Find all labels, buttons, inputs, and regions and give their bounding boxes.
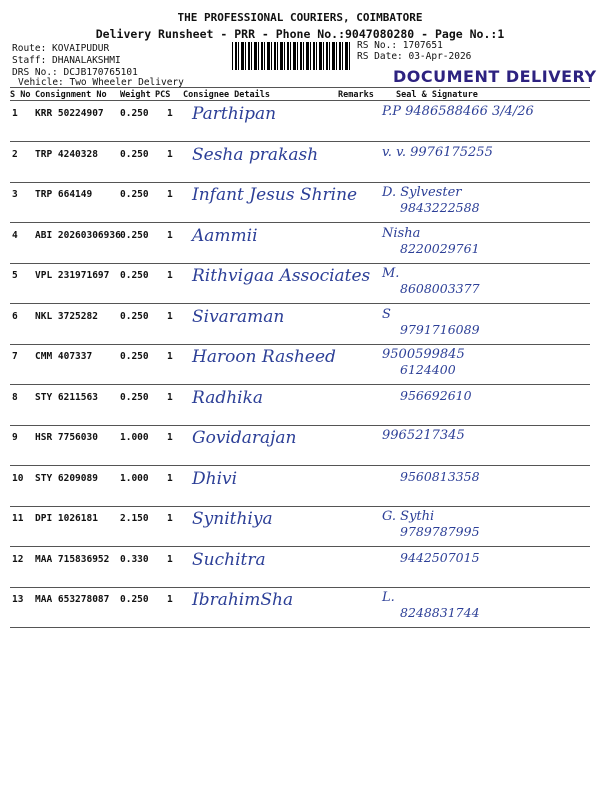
table-row: [10, 386, 590, 426]
signature: [382, 347, 592, 385]
consignment-number: MAA 653278087: [35, 594, 110, 605]
consignee-name: Suchitra: [192, 549, 266, 570]
signature-phone: 9843222588: [400, 200, 480, 215]
pieces: 1: [167, 108, 173, 119]
col-header-sno: S No: [10, 90, 31, 100]
signature: [382, 469, 592, 507]
consignment-number: DPI 1026181: [35, 513, 98, 524]
consignee-name: Haroon Rasheed: [192, 347, 336, 367]
consignee-name: Parthipan: [192, 104, 277, 124]
table-row: [10, 264, 590, 304]
serial-number: 12: [12, 553, 24, 565]
weight: 0.330: [120, 553, 149, 565]
serial-number: 8: [12, 391, 18, 403]
weight: 0.250: [120, 189, 149, 200]
weight: 2.150: [120, 513, 149, 524]
drs-number: DRS No.: DCJB170765101: [12, 67, 138, 78]
weight: 1.000: [120, 472, 149, 484]
consignment-number: STY 6211563: [35, 391, 98, 403]
table-row: [10, 102, 590, 142]
col-header-remarks: Remarks: [338, 90, 374, 100]
weight: 0.250: [120, 310, 149, 322]
pieces: 1: [167, 310, 173, 322]
signature-phone: 956692610: [400, 387, 472, 403]
weight: 0.250: [120, 108, 149, 119]
pieces: 1: [167, 594, 173, 605]
serial-number: 3: [12, 189, 18, 200]
consignment-number: TRP 664149: [35, 189, 93, 200]
weight: 0.250: [120, 594, 149, 605]
table-row: [10, 224, 590, 264]
signature: [382, 185, 592, 223]
signature-line: S: [382, 306, 391, 322]
table-row: [10, 305, 590, 345]
serial-number: 9: [12, 432, 18, 443]
weight: 0.250: [120, 229, 149, 241]
consignee-name: Sesha prakash: [192, 144, 319, 165]
table-row: [10, 426, 590, 466]
weight: 0.250: [120, 270, 149, 281]
signature-line: P.P 9486588466 3/4/26: [382, 104, 534, 119]
signature: [382, 550, 592, 588]
serial-number: 10: [12, 472, 24, 484]
signature: [382, 388, 592, 426]
table-row: [10, 143, 590, 183]
signature-line: L.: [382, 590, 395, 605]
table-row: [10, 588, 590, 628]
pieces: 1: [167, 270, 173, 281]
consignment-number: STY 6209089: [35, 472, 98, 484]
consignee-name: Synithiya: [192, 509, 273, 529]
consignment-number: NKL 3725282: [35, 310, 98, 322]
pieces: 1: [167, 553, 173, 565]
signature: [382, 266, 592, 304]
signature-line: D. Sylvester: [382, 185, 462, 200]
consignment-number: ABI 20260306936: [35, 229, 121, 241]
consignee-name: Sivaraman: [192, 306, 285, 327]
consignment-number: KRR 50224907: [35, 108, 104, 119]
signature-phone: 9442507015: [400, 549, 480, 565]
signature: [382, 145, 592, 183]
weight: 0.250: [120, 391, 149, 403]
col-header-seal: Seal & Signature: [396, 90, 478, 100]
table-row: [10, 183, 590, 223]
route-label: Route: KOVAIPUDUR: [12, 43, 110, 54]
consignee-name: Radhika: [192, 387, 264, 408]
table-row: [10, 548, 590, 588]
pieces: 1: [167, 148, 173, 160]
consignment-number: HSR 7756030: [35, 432, 98, 443]
pieces: 1: [167, 229, 173, 241]
col-header-consignee: Consignee Details: [183, 90, 270, 100]
runsheet-subtitle: Delivery Runsheet - PRR - Phone No.:9047080280 - Page No.:1: [95, 27, 505, 41]
serial-number: 1: [12, 108, 18, 119]
table-row: [10, 467, 590, 507]
row-divider: [10, 627, 590, 628]
serial-number: 7: [12, 351, 18, 362]
serial-number: 11: [12, 513, 24, 524]
signature: [382, 226, 592, 264]
rs-number: RS No.: 1707651: [357, 40, 443, 51]
weight: 0.250: [120, 148, 149, 160]
weight: 1.000: [120, 432, 149, 443]
consignment-number: CMM 407337: [35, 351, 93, 362]
signature-phone: 9560813358: [400, 468, 480, 484]
pieces: 1: [167, 432, 173, 443]
signature-phone: 6124400: [400, 362, 456, 377]
signature-line: G. Sythi: [382, 509, 435, 524]
col-header-consignment: Consignment No: [35, 90, 107, 100]
signature: [382, 590, 592, 628]
signature-phone: 9789787995: [400, 524, 480, 539]
signature-phone: 8608003377: [400, 281, 480, 296]
weight: 0.250: [120, 351, 149, 362]
runsheet-title: THE PROFESSIONAL COURIERS, COIMBATORE: [177, 11, 423, 24]
table-row: [10, 507, 590, 547]
consignment-number: TRP 4240328: [35, 148, 98, 160]
signature: [382, 307, 592, 345]
signature-phone: 8248831744: [400, 605, 480, 620]
signature: [382, 428, 592, 466]
signature: [382, 104, 592, 142]
barcode: [232, 42, 352, 70]
vehicle-label: Vehicle: Two Wheeler Delivery: [18, 77, 184, 88]
serial-number: 4: [12, 229, 18, 241]
table-row: [10, 345, 590, 385]
document-delivery-stamp: DOCUMENT DELIVERY: [393, 67, 597, 86]
signature-phone: 9791716089: [400, 321, 480, 337]
signature-line: 9500599845: [382, 347, 465, 362]
pieces: 1: [167, 513, 173, 524]
consignee-name: Govidarajan: [192, 428, 297, 448]
consignee-name: Infant Jesus Shrine: [192, 185, 358, 205]
signature-line: 9965217345: [382, 428, 465, 443]
col-header-pcs: PCS: [155, 90, 171, 100]
pieces: 1: [167, 351, 173, 362]
signature-phone: 8220029761: [400, 240, 480, 256]
consignee-name: Rithvigaa Associates: [192, 266, 371, 286]
serial-number: 13: [12, 594, 24, 605]
pieces: 1: [167, 391, 173, 403]
serial-number: 2: [12, 148, 18, 160]
signature-line: M.: [382, 266, 400, 281]
col-header-weight: Weight: [120, 90, 151, 100]
signature-line: v. v. 9976175255: [382, 144, 493, 160]
staff-label: Staff: DHANALAKSHMI: [12, 55, 121, 66]
rs-date: RS Date: 03-Apr-2026: [357, 51, 472, 62]
signature-line: Nisha: [382, 225, 421, 241]
consignment-number: MAA 715836952: [35, 553, 110, 565]
pieces: 1: [167, 189, 173, 200]
consignee-name: Aammii: [192, 225, 258, 246]
header-rule-bottom: [10, 100, 590, 101]
consignee-name: IbrahimSha: [192, 590, 294, 610]
pieces: 1: [167, 472, 173, 484]
serial-number: 5: [12, 270, 18, 281]
header-rule-top: [10, 87, 590, 88]
signature: [382, 509, 592, 547]
consignment-number: VPL 231971697: [35, 270, 110, 281]
consignee-name: Dhivi: [192, 468, 238, 489]
serial-number: 6: [12, 310, 18, 322]
